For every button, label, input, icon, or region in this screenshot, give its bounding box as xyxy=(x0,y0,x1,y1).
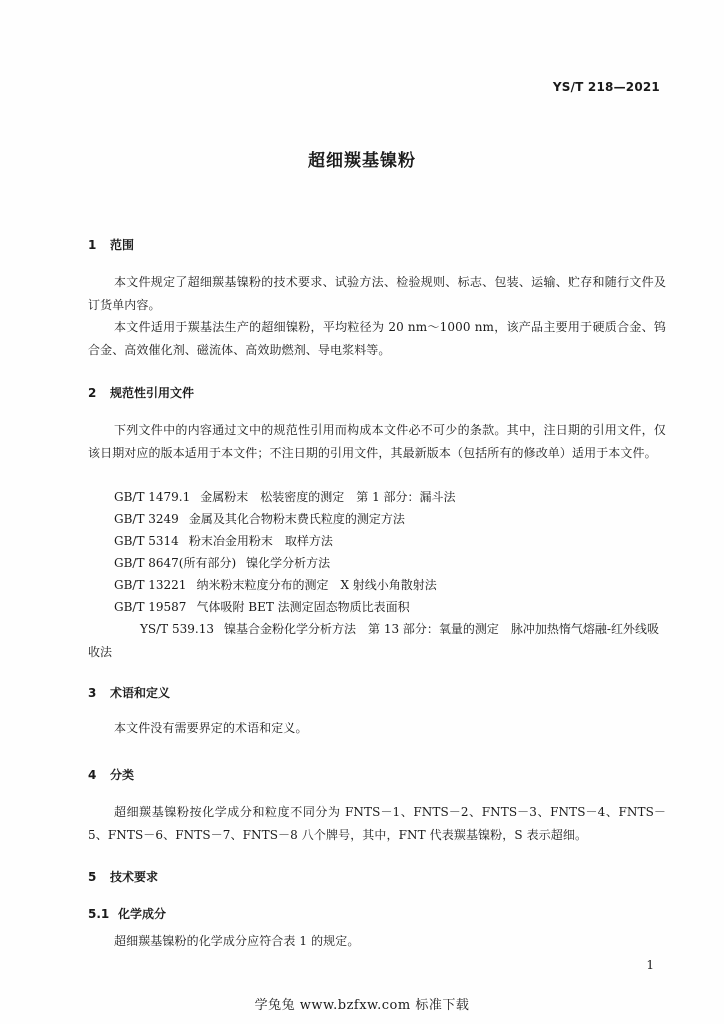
section-title: 规范性引用文件 xyxy=(110,386,195,400)
section-number: 5 xyxy=(88,870,97,884)
ref-title: 粉末冶金用粉末 取样方法 xyxy=(188,534,333,548)
ref-item xyxy=(114,530,333,553)
ref-title: 纳米粉末粒度分布的测定 X 射线小角散射法 xyxy=(196,578,437,592)
section-4-heading xyxy=(88,766,134,783)
document-title: 超细羰基镍粉 xyxy=(308,151,416,171)
ref-code: YS/T 539.13 xyxy=(140,622,214,636)
section-title: 技术要求 xyxy=(110,870,159,884)
section-title: 化学成分 xyxy=(118,907,167,921)
section-5-heading xyxy=(88,868,158,885)
ref-code: GB/T 5314 xyxy=(114,534,179,548)
ref-item xyxy=(114,552,330,575)
ref-code: GB/T 19587 xyxy=(114,600,187,614)
classification-paragraph: 超细羰基镍粉按化学成分和粒度不同分为 FNTS－1、FNTS－2、FNTS－3、FNTS－4、FNTS－5、FNTS－6、FNTS－7、FNTS－8 八个牌号，其中，FNT 代表羰基镍粉，S 表示超细。 xyxy=(88,805,666,842)
ref-title: 镍基合金粉化学分析方法 第 13 部分：氧量的测定 脉冲加热惰气熔融-红外线吸收法 xyxy=(88,622,659,659)
ref-item xyxy=(114,486,456,509)
standard-code: YS/T 218—2021 xyxy=(552,80,660,94)
section-5-1-heading xyxy=(88,905,166,922)
ref-code: GB/T 3249 xyxy=(114,512,179,526)
ref-item xyxy=(114,508,405,531)
refs-intro-paragraph: 下列文件中的内容通过文中的规范性引用而构成本文件必不可少的条款。其中，注日期的引用文件，仅该日期对应的版本适用于本文件；不注日期的引用文件，其最新版本（包括所有的修改单）适用于本文件。 xyxy=(88,423,666,460)
scope-paragraph-2: 本文件适用于羰基法生产的超细镍粉，平均粒径为 20 nm～1000 nm，该产品主要用于硬质合金、钨合金、高效催化剂、磁流体、高效助燃剂、导电浆料等。 xyxy=(88,320,666,357)
page-number: 1 xyxy=(646,958,654,972)
section-title: 术语和定义 xyxy=(110,686,171,700)
ref-title: 金属及其化合物粉末费氏粒度的测定方法 xyxy=(188,512,405,526)
section-number: 3 xyxy=(88,686,97,700)
ref-item xyxy=(114,574,437,597)
footer-watermark-text: 学兔兔 www.bzfxw.com 标准下载 xyxy=(254,998,470,1013)
ref-item xyxy=(114,596,410,619)
section-number: 2 xyxy=(88,386,97,400)
ref-code: GB/T 1479.1 xyxy=(114,490,191,504)
section-title: 范围 xyxy=(110,238,135,252)
section-3-heading xyxy=(88,684,170,701)
section-number: 4 xyxy=(88,768,97,782)
terms-paragraph: 本文件没有需要界定的术语和定义。 xyxy=(114,721,308,735)
ref-code: GB/T 8647(所有部分) xyxy=(114,556,237,570)
scope-paragraph-1: 本文件规定了超细羰基镍粉的技术要求、试验方法、检验规则、标志、包装、运输、贮存和随行文件及订货单内容。 xyxy=(88,275,666,312)
ref-title: 金属粉末 松装密度的测定 第 1 部分：漏斗法 xyxy=(200,490,456,504)
section-2-heading xyxy=(88,384,194,401)
section-number: 5.1 xyxy=(88,907,110,921)
ref-code: GB/T 13221 xyxy=(114,578,187,592)
chemical-paragraph: 超细羰基镍粉的化学成分应符合表 1 的规定。 xyxy=(114,934,360,948)
ref-item xyxy=(88,618,666,663)
section-1-heading xyxy=(88,236,134,253)
section-title: 分类 xyxy=(110,768,135,782)
ref-title: 镍化学分析方法 xyxy=(246,556,331,570)
section-number: 1 xyxy=(88,238,97,252)
ref-title: 气体吸附 BET 法测定固态物质比表面积 xyxy=(196,600,410,614)
